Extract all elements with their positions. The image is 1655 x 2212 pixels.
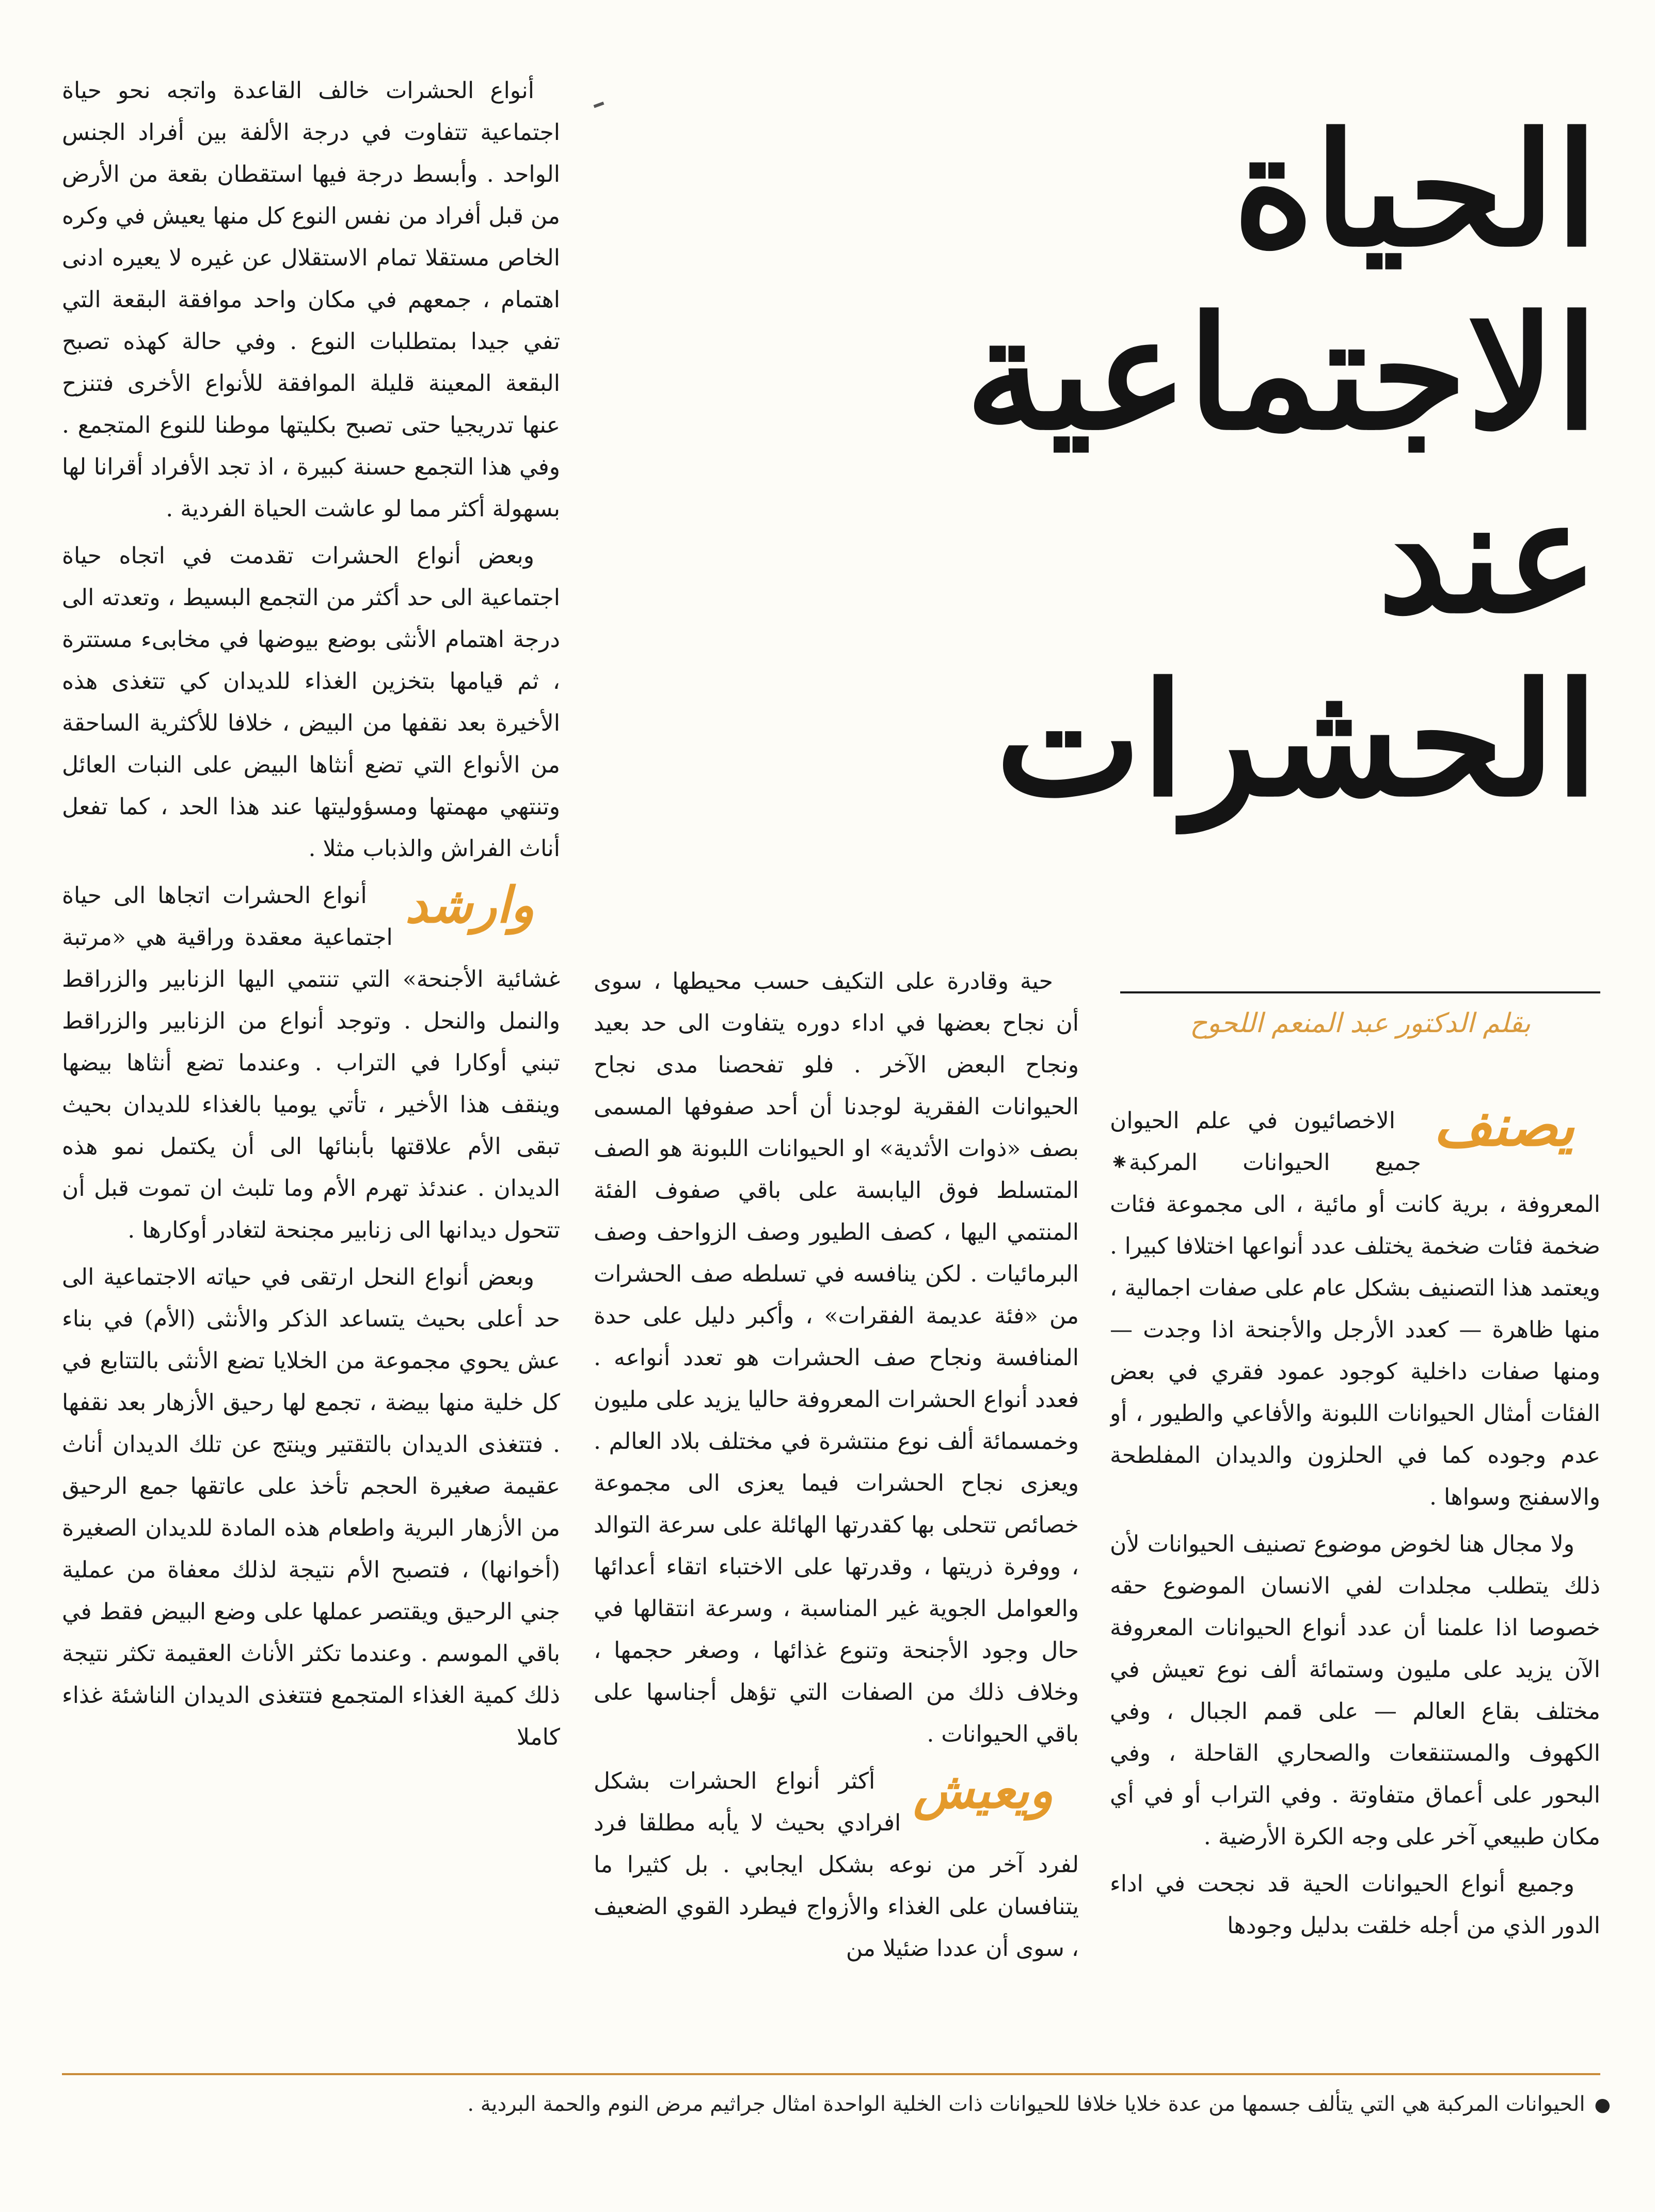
column-middle — [594, 960, 1079, 2063]
title-line: الاجتماعية — [965, 282, 1598, 464]
article-title — [592, 98, 1598, 831]
paragraph — [62, 875, 560, 1251]
paragraph: أنواع الحشرات خالف القاعدة واتجه نحو حياة اجتماعية تتفاوت في درجة الألفة بين أفراد الجنس الواحد . وأبسط درجة فيها استقطان بقعة من الأرض من قبل أفراد من نفس النوع كل منها يعيش في وكره الخاص مستقلا تمام الاستقلال عن غيره لا يعيره ادنى اهتمام ، جمعهم في مكان واحد موافقة البقعة التي تفي جيدا بمتطلبات النوع . وفي حالة كهذه تصبح البقعة المعينة قليلة الموافقة للأنواع الأخرى فتنزح عنها تدريجيا حتى تصبح بكليتها موطنا للنوع المتجمع . وفي هذا التجمع حسنة كبيرة ، اذ تجد الأفراد أقرانا لها بسهولة أكثر مما لو عاشت الحياة الفردية . — [62, 77, 560, 522]
paragraph: ولا مجال هنا لخوض موضوع تصنيف الحيوانات لأن ذلك يتطلب مجلدات لفي الانسان الموضوع حقه خصوصا اذا علمنا أن عدد أنواع الحيوانات المعروفة الآن يزيد على مليون وستمائة ألف نوع تعيش في مختلف بقاع العالم — على قمم الجبال ، وفي الكهوف والمستنقعات والصحاري القاحلة ، وفي البحور على أعماق متفاوتة . وفي التراب أو في أي مكان طبيعي آخر على وجه الكرة الأرضية . — [1110, 1531, 1600, 1850]
lead-word: ويعيش — [913, 1761, 1053, 1820]
column-left — [62, 70, 560, 2063]
paragraph: وبعض أنواع النحل ارتقى في حياته الاجتماعية الى حد أعلى بحيث يتساعد الذكر والأنثى (الأم) في بناء عش يحوي مجموعة من الخلايا تضع الأنثى بالتتابع في كل خلية منها بيضة ، تجمع لها رحيق الأزهار بعد نقفها . فتتغذى الديدان بالتقتير وينتج عن تلك الديدان أناث عقيمة صغيرة الحجم تأخذ على عاتقها جمع الرحيق من الأزهار البرية واطعام هذه المادة للديدان الصغيرة (أخوانها) ، فتصبح الأم نتيجة لذلك معفاة من عملية جني الرحيق ويقتصر عملها على وضع البيض فقط في باقي الموسم . وعندما تكثر الأناث العقيمة تكثر نتيجة ذلك كمية الغذاء المتجمع فتتغذى الديدان الناشئة غذاء كاملا — [62, 1264, 560, 1750]
paragraph — [594, 1760, 1079, 1969]
lead-word: يصنف — [1433, 1100, 1574, 1159]
footnote-text: الحيوانات المركبة هي التي يتألف جسمها من عدة خلايا خلافا للحيوانات ذات الخلية الواحدة امثال جراثيم مرض النوم والحمة البردية . — [467, 2092, 1585, 2116]
footnote — [129, 2089, 1611, 2121]
paragraph-text: أكثر أنواع الحشرات بشكل افرادي بحيث لا يأبه مطلقا فرد لفرد آخر من نوعه بشكل ايجابي . بل كثيرا ما يتنافسان على الغذاء والأزواج فيطرد القوي الضعيف ، سوى أن عددا ضئيلا من — [594, 1768, 1079, 1962]
title-line: عند — [1377, 465, 1598, 647]
column-right — [1110, 1100, 1600, 2065]
footnote-marker-icon: ● — [1594, 2094, 1611, 2115]
author-byline: بقلم الدكتور عبد المنعم اللحوح — [1120, 991, 1600, 1039]
title-line: الحشرات — [995, 649, 1598, 831]
paragraph-text: أنواع الحشرات اتجاها الى حياة اجتماعية معقدة وراقية هي «مرتبة غشائية الأجنحة» التي تنتمي اليها الزنابير والزراقط والنمل والنحل . وتوجد أنواع من الزنابير والزراقط تبني أوكارا في التراب . وعندما تضع أنثاها بيضها وينقف هذا الأخير ، تأتي يوميا بالغذاء للديدان بحيث تبقى الأم علاقتها بأبنائها الى أن يكتمل نمو هذه الديدان . عندئذ تهرم الأم وما تلبث ان تموت قبل أن تتحول ديدانها الى زنابير مجنحة لتغادر أوكارها . — [62, 882, 560, 1243]
paragraph: حية وقادرة على التكيف حسب محيطها ، سوى أن نجاح بعضها في اداء دوره يتفاوت الى حد بعيد ونجاح البعض الآخر . فلو تفحصنا مدى نجاح الحيوانات الفقرية لوجدنا أن أحد صفوفها المسمى بصف «ذوات الأثدية» او الحيوانات اللبونة هو الصف المتسلط فوق اليابسة على باقي صفوف الفئة المنتمي اليها ، كصف الطيور وصف الزواحف وصف البرمائيات . لكن ينافسه في تسلطه صف الحشرات من «فئة عديمة الفقرات» ، وأكبر دليل على حدة المنافسة ونجاح صف الحشرات هو تعدد أنواعه . فعدد أنواع الحشرات المعروفة حاليا يزيد على مليون وخمسمائة ألف نوع منتشرة في مختلف بلاد العالم . ويعزى نجاح الحشرات فيما يعزى الى مجموعة خصائص تتحلى بها كقدرتها الهائلة على سرعة التوالد ، ووفرة ذريتها ، وقدرتها على الاختباء اتقاء أعدائها والعوامل الجوية غير المناسبة ، وسرعة انتقالها في حال وجود الأجنحة وتنوع غذائها ، وصغر حجمها ، وخلاف ذلك من الصفات التي تؤهل أجناسها على باقي الحيوانات . — [594, 968, 1079, 1747]
paragraph: وبعض أنواع الحشرات تقدمت في اتجاه حياة اجتماعية الى حد أكثر من التجمع البسيط ، وتعدته الى درجة اهتمام الأنثى بوضع بيوضها في مخابىء مستترة ، ثم قيامها بتخزين الغذاء للديدان كي تتغذى هذه الأخيرة بعد نقفها من البيض ، خلافا للأكثرية الساحقة من الأنواع التي تضع أنثاها البيض على النبات العائل وتنتهي مهمتها ومسؤوليتها عند هذا الحد ، كما تفعل أناث الفراش والذباب مثلا . — [62, 543, 560, 862]
lead-word: وارشد — [405, 876, 534, 934]
footnote-divider — [62, 2073, 1600, 2075]
paragraph — [1110, 1100, 1600, 1518]
paragraph-text: الاخصائيون في علم الحيوان جميع الحيوانات المركبة⁕ المعروفة ، برية كانت أو مائية ، الى مجموعة فئات ضخمة فئات ضخمة يختلف عدد أنواعها اختلافا كبيرا . ويعتمد هذا التصنيف بشكل عام على صفات اجمالية ، منها ظاهرة — كعدد الأرجل والأجنحة اذا وجدت — ومنها صفات داخلية كوجود عمود فقري في بعض الفئات أمثال الحيوانات اللبونة والأفاعي والطيور ، أو عدم وجوده كما في الحلزون والديدان المفلطحة والاسفنج وسواها . — [1110, 1108, 1600, 1510]
title-line: الحياة — [1233, 99, 1598, 281]
paragraph: وجميع أنواع الحيوانات الحية قد نجحت في اداء الدور الذي من أجله خلقت بدليل وجودها — [1110, 1871, 1600, 1939]
